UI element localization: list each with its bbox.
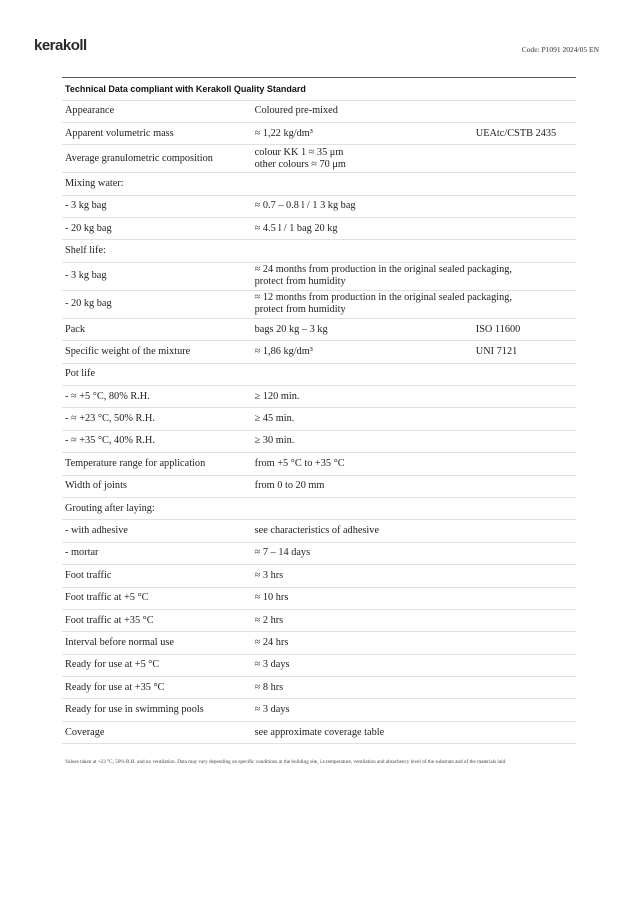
row-label: Shelf life: xyxy=(62,240,252,262)
table-row xyxy=(62,587,576,609)
table-row xyxy=(62,100,576,122)
row-label: - mortar xyxy=(62,542,252,564)
row-reference xyxy=(473,386,576,408)
row-label: Ready for use in swimming pools xyxy=(62,699,252,721)
row-value: ≈ 8 hrs xyxy=(252,677,473,699)
table-row xyxy=(62,565,576,587)
table-row xyxy=(62,341,576,363)
table-row xyxy=(62,677,576,699)
row-reference xyxy=(473,565,576,587)
row-label: - ≈ +35 °C, 40% R.H. xyxy=(62,430,252,452)
row-reference xyxy=(473,145,576,173)
table-row xyxy=(62,497,576,519)
row-reference: ISO 11600 xyxy=(473,318,576,340)
table-row xyxy=(62,290,576,318)
row-label: - 20 kg bag xyxy=(62,290,252,318)
row-reference xyxy=(473,100,576,122)
row-label: - 3 kg bag xyxy=(62,262,252,290)
row-reference xyxy=(473,677,576,699)
table-row xyxy=(62,195,576,217)
row-value-line: colour KK 1 ≈ 35 μm xyxy=(254,146,344,158)
row-value xyxy=(252,173,473,195)
row-value xyxy=(252,262,576,290)
row-value-line: protect from humidity xyxy=(254,276,346,288)
row-value: ≈ 0.7 – 0.8 l / 1 3 kg bag xyxy=(252,195,473,217)
row-value: ≈ 2 hrs xyxy=(252,609,473,631)
technical-data-table xyxy=(62,78,576,744)
row-reference xyxy=(473,542,576,564)
table-row xyxy=(62,386,576,408)
row-value: ≈ 3 hrs xyxy=(252,565,473,587)
row-value: see characteristics of adhesive xyxy=(252,520,473,542)
row-value: from +5 °C to +35 °C xyxy=(252,453,473,475)
row-value xyxy=(252,290,576,318)
row-value: ≈ 4.5 l / 1 bag 20 kg xyxy=(252,218,473,240)
row-value: ≈ 24 hrs xyxy=(252,632,473,654)
row-reference xyxy=(473,520,576,542)
table-row xyxy=(62,475,576,497)
table-row xyxy=(62,318,576,340)
table-row xyxy=(62,262,576,290)
row-value xyxy=(252,145,473,173)
table-row xyxy=(62,430,576,452)
row-value: ≈ 3 days xyxy=(252,699,473,721)
table-title: Technical Data compliant with Kerakoll Quality Standard xyxy=(62,78,576,100)
table-row xyxy=(62,145,576,173)
row-label: Foot traffic at +35 °C xyxy=(62,609,252,631)
row-value: ≈ 7 – 14 days xyxy=(252,542,473,564)
row-reference xyxy=(473,721,576,743)
row-reference xyxy=(473,195,576,217)
row-value xyxy=(252,363,473,385)
table-row xyxy=(62,240,576,262)
row-label: Foot traffic at +5 °C xyxy=(62,587,252,609)
row-label: - 20 kg bag xyxy=(62,218,252,240)
table-row xyxy=(62,520,576,542)
row-value: ≈ 1,22 kg/dm³ xyxy=(252,122,473,144)
row-reference: UEAtc/CSTB 2435 xyxy=(473,122,576,144)
row-reference xyxy=(473,218,576,240)
table-header-row xyxy=(62,78,576,100)
row-reference xyxy=(473,609,576,631)
row-value: bags 20 kg – 3 kg xyxy=(252,318,473,340)
row-reference xyxy=(473,173,576,195)
row-value-line: ≈ 24 months from production in the original sealed packaging, xyxy=(254,264,512,276)
table-row xyxy=(62,363,576,385)
table-row xyxy=(62,542,576,564)
row-reference xyxy=(473,430,576,452)
row-value xyxy=(252,497,473,519)
row-label: Ready for use at +5 °C xyxy=(62,654,252,676)
table-row xyxy=(62,609,576,631)
row-reference xyxy=(473,654,576,676)
row-value xyxy=(252,240,473,262)
row-value: from 0 to 20 mm xyxy=(252,475,473,497)
row-label: Mixing water: xyxy=(62,173,252,195)
table-row xyxy=(62,453,576,475)
row-value: ≥ 120 min. xyxy=(252,386,473,408)
row-value-line: other colours ≈ 70 μm xyxy=(254,158,346,170)
row-value: ≈ 10 hrs xyxy=(252,587,473,609)
row-label: - ≈ +23 °C, 50% R.H. xyxy=(62,408,252,430)
row-value: ≥ 45 min. xyxy=(252,408,473,430)
row-reference xyxy=(473,699,576,721)
document-code: Code: P1091 2024/05 EN xyxy=(521,45,599,54)
row-label: Grouting after laying: xyxy=(62,497,252,519)
row-reference xyxy=(473,632,576,654)
row-reference xyxy=(473,453,576,475)
table-row xyxy=(62,654,576,676)
table-row xyxy=(62,408,576,430)
footnote: Values taken at +23 °C, 50% R.H. and no ventilation. Data may vary depending on specific conditions at the building site, i.e.temperature, ventilation and absorbency level of the substrate and of the materials laid. xyxy=(65,759,507,765)
table-row xyxy=(62,218,576,240)
row-value: ≥ 30 min. xyxy=(252,430,473,452)
row-label: - 3 kg bag xyxy=(62,195,252,217)
row-label: Pot life xyxy=(62,363,252,385)
row-label: Pack xyxy=(62,318,252,340)
row-reference xyxy=(473,475,576,497)
kerakoll-logo: kerakoll xyxy=(34,37,87,54)
row-reference xyxy=(473,240,576,262)
row-label: Average granulometric composition xyxy=(62,145,252,173)
row-value: see approximate coverage table xyxy=(252,721,473,743)
row-label: - ≈ +5 °C, 80% R.H. xyxy=(62,386,252,408)
row-label: Temperature range for application xyxy=(62,453,252,475)
row-label: Apparent volumetric mass xyxy=(62,122,252,144)
table-row xyxy=(62,632,576,654)
table-row xyxy=(62,721,576,743)
row-label: Interval before normal use xyxy=(62,632,252,654)
table-row xyxy=(62,173,576,195)
row-label: Ready for use at +35 °C xyxy=(62,677,252,699)
row-label: Width of joints xyxy=(62,475,252,497)
table-row xyxy=(62,122,576,144)
row-label: Foot traffic xyxy=(62,565,252,587)
row-reference xyxy=(473,408,576,430)
row-value: Coloured pre-mixed xyxy=(252,100,473,122)
row-value: ≈ 3 days xyxy=(252,654,473,676)
row-reference xyxy=(473,363,576,385)
row-reference: UNI 7121 xyxy=(473,341,576,363)
row-label: Appearance xyxy=(62,100,252,122)
row-reference xyxy=(473,587,576,609)
row-value-line: ≈ 12 months from production in the original sealed packaging, xyxy=(254,292,512,304)
table-row xyxy=(62,699,576,721)
row-label: Specific weight of the mixture xyxy=(62,341,252,363)
row-value: ≈ 1,86 kg/dm³ xyxy=(252,341,473,363)
row-label: Coverage xyxy=(62,721,252,743)
row-reference xyxy=(473,497,576,519)
row-value-line: protect from humidity xyxy=(254,304,346,316)
row-label: - with adhesive xyxy=(62,520,252,542)
